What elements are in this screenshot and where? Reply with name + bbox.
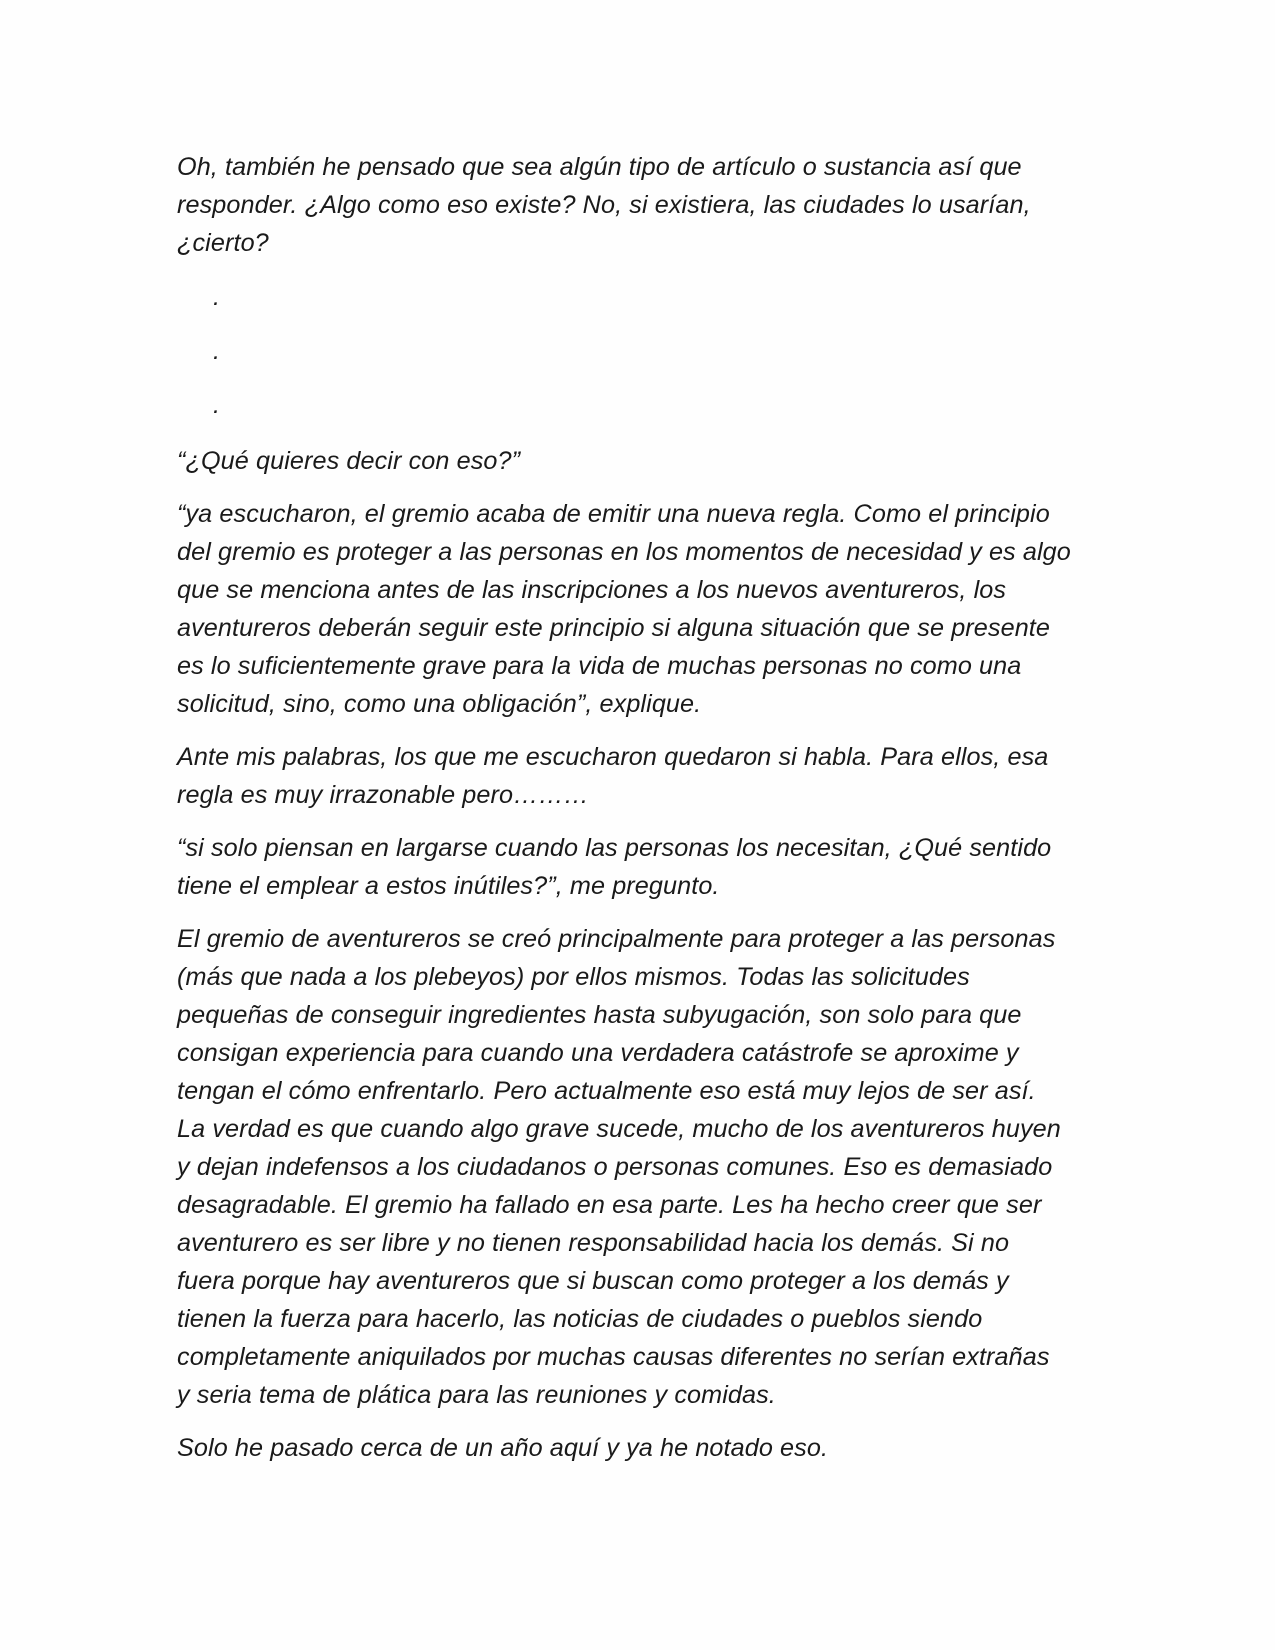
text-line: que se menciona antes de las inscripciones a los nuevos aventureros, los [177, 576, 1007, 604]
text-line: “si solo piensan en largarse cuando las personas los necesitan, ¿Qué sentido [177, 834, 1052, 862]
text-line: responder. ¿Algo como eso existe? No, si existiera, las ciudades lo usarían, [177, 191, 1031, 219]
text-line: completamente aniquilados por muchas causas diferentes no serían extrañas [177, 1343, 1050, 1371]
dialogue-paragraph [177, 442, 1102, 480]
text-line: Oh, también he pensado que sea algún tipo de artículo o sustancia así que [177, 153, 1022, 181]
text-line: pequeñas de conseguir ingredientes hasta subyugación, son solo para que [177, 1001, 1022, 1029]
text-line: Solo he pasado cerca de un año aquí y ya he notado eso. [177, 1434, 829, 1462]
text-line: del gremio es proteger a las personas en los momentos de necesidad y es algo [177, 538, 1071, 566]
text-line: El gremio de aventureros se creó principalmente para proteger a las personas [177, 925, 1056, 953]
separator-dot: . [213, 337, 221, 365]
text-line: tienen la fuerza para hacerlo, las noticias de ciudades o pueblos siendo [177, 1305, 983, 1333]
text-line: tengan el cómo enfrentarlo. Pero actualmente eso está muy lejos de ser así. [177, 1077, 1036, 1105]
text-line: La verdad es que cuando algo grave sucede, mucho de los aventureros huyen [177, 1115, 1061, 1143]
text-line: y seria tema de plática para las reuniones y comidas. [177, 1381, 776, 1409]
text-line: desagradable. El gremio ha fallado en esa parte. Les ha hecho creer que ser [177, 1191, 1042, 1219]
text-line: (más que nada a los plebeyos) por ellos mismos. Todas las solicitudes [177, 963, 970, 991]
separator-dot: . [213, 283, 221, 311]
text-line: aventurero es ser libre y no tienen responsabilidad hacia los demás. Si no [177, 1229, 1010, 1257]
text-line: ¿cierto? [177, 229, 269, 257]
text-line: regla es muy irrazonable pero……… [177, 781, 589, 809]
dialogue-paragraph [177, 829, 1102, 905]
text-line: y dejan indefensos a los ciudadanos o personas comunes. Eso es demasiado [177, 1153, 1053, 1181]
dialogue-paragraph [177, 495, 1102, 723]
text-line: “¿Qué quieres decir con eso?” [177, 447, 521, 475]
text-line: fuera porque hay aventureros que si buscan como proteger a los demás y [177, 1267, 1009, 1295]
text-line: consigan experiencia para cuando una verdadera catástrofe se aproxime y [177, 1039, 1019, 1067]
document-body [177, 148, 1102, 1482]
separator-dot: . [213, 391, 221, 419]
text-line: “ya escucharon, el gremio acaba de emitir una nueva regla. Como el principio [177, 500, 1050, 528]
narration-paragraph [177, 920, 1102, 1414]
narration-paragraph [177, 1429, 1102, 1467]
scene-separator [177, 278, 1102, 432]
text-line: tiene el emplear a estos inútiles?”, me pregunto. [177, 872, 720, 900]
text-line: es lo suficientemente grave para la vida de muchas personas no como una [177, 652, 1022, 680]
text-line: Ante mis palabras, los que me escucharon quedaron si habla. Para ellos, esa [177, 743, 1049, 771]
intro-paragraph [177, 148, 1102, 262]
text-line: aventureros deberán seguir este principio si alguna situación que se presente [177, 614, 1051, 642]
text-line: solicitud, sino, como una obligación”, explique. [177, 690, 702, 718]
narration-paragraph [177, 738, 1102, 814]
